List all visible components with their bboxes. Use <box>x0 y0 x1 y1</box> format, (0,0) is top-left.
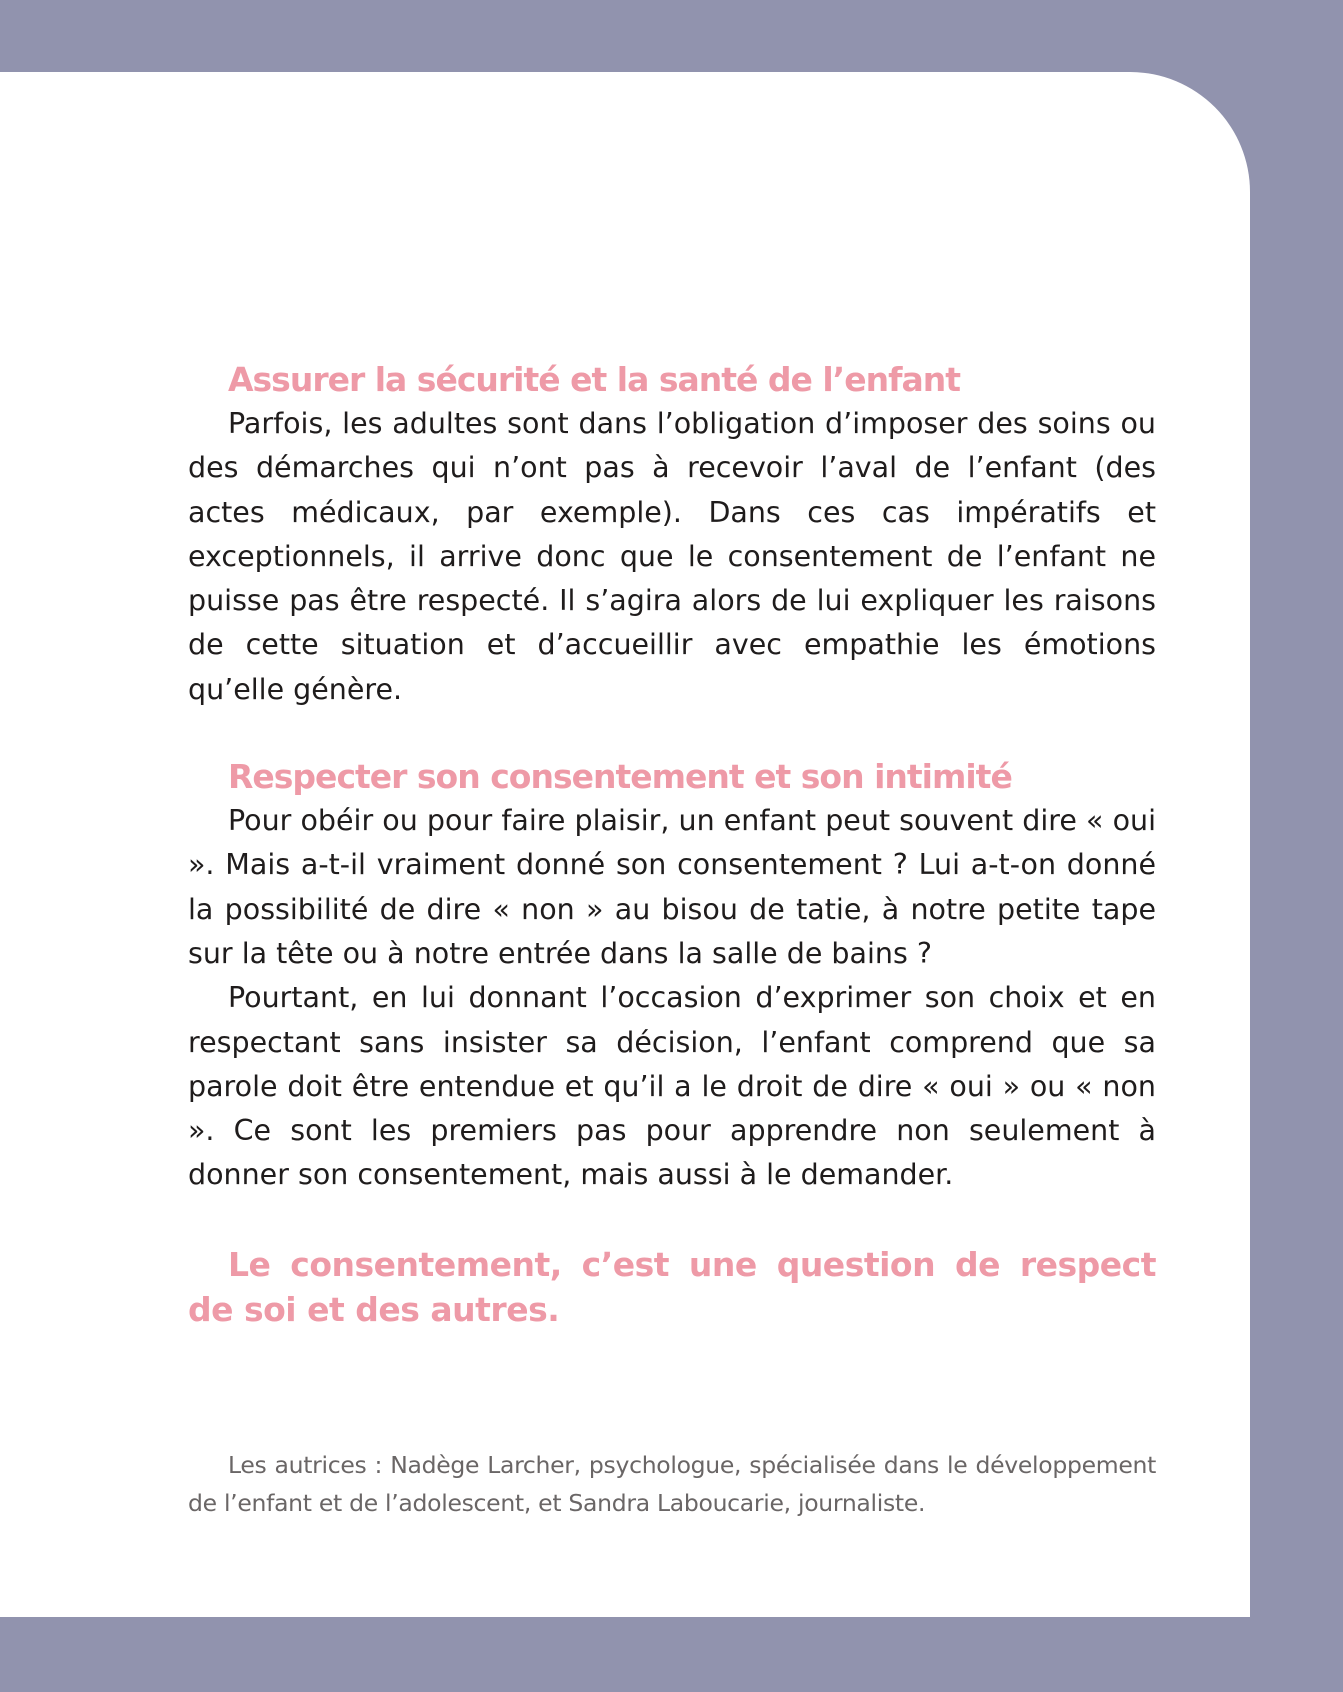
main-content <box>188 358 1156 1332</box>
section-title-securite: Assurer la sécurité et la santé de l’enfant <box>228 360 960 399</box>
paragraph: Pour obéir ou pour faire plaisir, un enfant peut souvent dire « oui ». Mais a-t-il vraiment donné son consentement ? Lui a-t-on donné la possibilité de dire « non » au bisou de tatie, à notre petite tape sur la tête ou à notre entrée dans la salle de bains ? <box>188 804 1156 970</box>
paragraph: Pourtant, en lui donnant l’occasion d’exprimer son choix et en respectant sans insister sa décision, l’enfant comprend que sa parole doit être entendue et qu’il a le droit de dire « oui » ou « non ». Ce sont les premiers pas pour apprendre non seulement à donner son consentement, mais aussi à le demander. <box>188 981 1156 1192</box>
section-title-consentement: Respecter son consentement et son intimité <box>228 757 1012 797</box>
paragraph: Parfois, les adultes sont dans l’obligation d’imposer des soins ou des démarches qui n’ont pas à recevoir l’aval de l’enfant (des actes médicaux, par exemple). Dans ces cas impératifs et exceptionnels, il arrive donc que le consentement de l’enfant ne puisse pas être respecté. Il s’agira alors de lui expliquer les raisons de cette situation et d’accueillir avec empathie les émotions qu’elle génère. <box>188 407 1156 706</box>
conclusion-statement: Le consentement, c’est une question de respect de soi et des autres. <box>188 1244 1156 1329</box>
page-sheet <box>0 72 1250 1617</box>
authors-credit: Les autrices : Nadège Larcher, psychologue, spécialisée dans le développement de l’enfant et de l’adolescent, et Sandra Laboucarie, journaliste. <box>188 1451 1156 1517</box>
